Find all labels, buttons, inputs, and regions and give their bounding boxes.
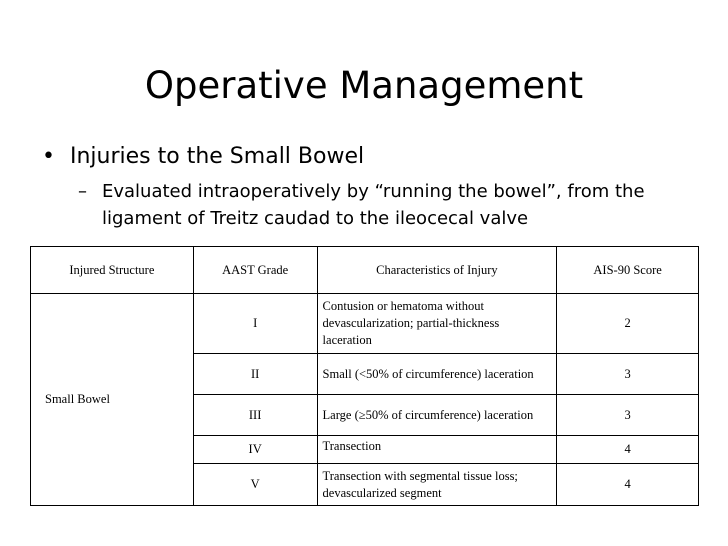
bullet-level-1 <box>42 142 364 172</box>
cell-score: 4 <box>557 436 699 464</box>
header-aast-grade: AAST Grade <box>193 247 317 294</box>
cell-score: 4 <box>557 464 699 506</box>
table-header-row <box>31 247 699 294</box>
cell-grade: IV <box>193 436 317 464</box>
cell-injured-structure: Small Bowel <box>31 294 194 506</box>
cell-score: 3 <box>557 354 699 395</box>
cell-score: 2 <box>557 294 699 354</box>
slide-title: Operative Management <box>144 64 584 107</box>
header-characteristics: Characteristics of Injury <box>317 247 557 294</box>
bullet-1-text: Injuries to the Small Bowel <box>70 144 365 169</box>
cell-grade: III <box>193 395 317 436</box>
header-ais-score: AIS-90 Score <box>557 247 699 294</box>
table-row <box>31 294 699 354</box>
bullet-dash-icon: – <box>78 181 87 202</box>
cell-characteristics: Large (≥50% of circumference) laceration <box>317 395 557 436</box>
cell-grade: II <box>193 354 317 395</box>
cell-characteristics: Transection with segmental tissue loss; devascularized segment <box>317 464 557 506</box>
cell-grade: I <box>193 294 317 354</box>
cell-characteristics: Contusion or hematoma without devascularization; partial-thickness laceration <box>317 294 557 354</box>
cell-characteristics: Small (<50% of circumference) laceration <box>317 354 557 395</box>
cell-characteristics: Transection <box>317 436 557 464</box>
header-injured-structure: Injured Structure <box>31 247 194 294</box>
bullet-2-text: Evaluated intraoperatively by “running the bowel”, from the ligament of Treitz caudad to the ileocecal valve <box>102 181 645 229</box>
injury-grade-table <box>30 246 699 506</box>
bullet-dot-icon: • <box>42 144 55 169</box>
cell-score: 3 <box>557 395 699 436</box>
cell-grade: V <box>193 464 317 506</box>
